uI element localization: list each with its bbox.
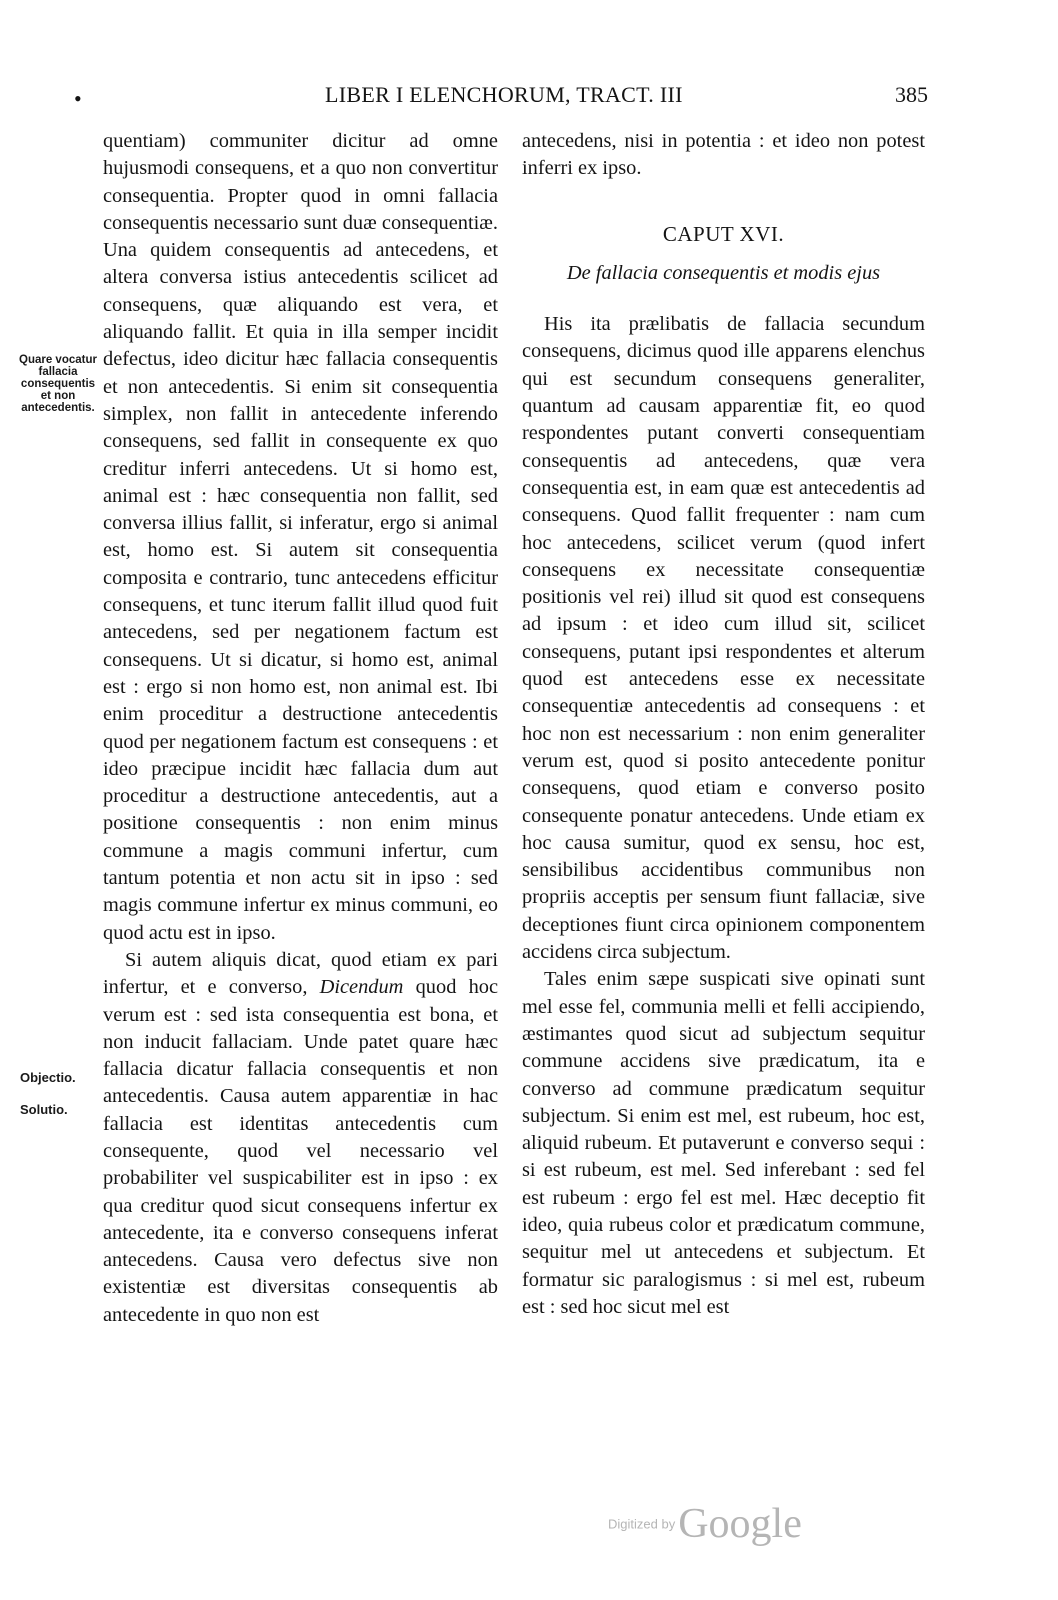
paragraph: antecedens, nisi in potentia : et ideo non potest inferri ex ipso. — [522, 130, 925, 180]
text-run: Si autem aliquis dicat, quod etiam ex pari infertur, et e converso, — [103, 948, 498, 999]
paragraph: Tales enim sæpe suspicati sive opinati sunt mel esse fel, communia melli et felli accipiendo, æstimantes quod sicut ad subjectum sequitur commune accidens sive prædicatum, ita e converso ad commune prædicatum sequitur subjectum. Si enim est mel, est rubeum, hoc est, aliquid rubeum. Et putaverunt e converso sequi : si est rubeum, est mel. Sed inferebant : sed fel est rubeum : ergo fel est mel. Hæc deceptio fit ideo, quia rubeus color et prædicatum commune, sequitur mel ut antecedens et subjectum. Et formatur sic paralogismus : si mel est, rubeum est : sed hoc sicut mel est — [522, 968, 925, 1318]
right-column — [522, 128, 925, 1321]
paragraph: His ita prælibatis de fallacia secundum consequens, dicimus quod ille apparens elenchus qui est secundum consequens generaliter, quantum ad causam apparentiæ fit, eo quod respondentes putant converti consequentiam consequentis ad antecedens, quæ vera consequentia est, in eam quæ est antecedentis ad consequens. Quod fallit frequenter : nam cum hoc antecedens, scilicet verum (quod infert consequens ex necessitate consequentiæ positionis vel rei) illud sit quod est consequens ad ipsum : et ideo cum illud sit, scilicet consequens, putant ipsi respondentes et alterum quod est antecedens esse ex necessitate consequentiæ antecedentis ad consequens : et hoc non est necessarium : non enim generaliter verum est, quod si posito antecedente ponitur consequens, quod etiam e converso posito consequente ponatur antecedens. Unde etiam ex hoc causa sumitur, quod ex sensu, hoc est, sensibilibus accidentibus communibus non propriis acceptis per sensum fiunt fallaciæ, sive deceptiones fiunt circa opinionem componentem accidens circa subjectum. — [522, 313, 925, 964]
google-logo: Google — [678, 1501, 802, 1547]
text-run: quod hoc verum est : sed ista consequentia est bona, et non inducit fallaciam. Unde patet quare hæc fallacia dicatur fallacia consequentis et non antecedentis. Causa autem apparentiæ in hac fallacia est identitas antecedentis cum consequente, quod vel necessario vel probabiliter vel suspicabiliter est in ipso : ex qua creditur quod sicut consequens infertur ex antecedente, ita e converso consequens inferat antecedens. Causa vero defectus sive non existentiæ est diversitas consequentis ab antecedente in quo non est — [103, 976, 499, 1326]
running-head — [0, 82, 1058, 116]
running-head-title: LIBER I ELENCHORUM, TRACT. III — [325, 82, 683, 107]
margin-note-solutio: Solutio. — [20, 1102, 68, 1117]
paragraph — [103, 947, 498, 1329]
margin-note-quare: Quare vocatur fallacia consequentis et non antecedentis. — [19, 354, 97, 414]
digitized-label: Digitized by — [608, 1516, 676, 1532]
left-column — [103, 128, 498, 1329]
margin-note-objectio: Objectio. — [20, 1070, 76, 1085]
italic-term: Dicendum — [319, 976, 404, 999]
chapter-subtitle: De fallacia consequentis et modis ejus — [566, 261, 881, 284]
paragraph: quentiam) communiter dicitur ad omne hujusmodi consequens, et a quo non convertitur consequentia. Propter quod in omni fallacia consequentis necessario sunt duæ consequentiæ. Una quidem consequentis ad antecedens, et altera conversa istius antecedentis scilicet ad consequens, quæ aliquando est vera, et aliquando fallit. Et quia in illa semper incidit defectus, ideo dicitur hæc fallacia consequentis et non antecedentis. Si enim sit consequentia simplex, non fallit in antecedente inferendo consequens, sed fallit in consequente ex quo creditur inferri antecedens. Ut si homo est, animal est : hæc consequentia non fallit, sed conversa illius fallit, si inferatur, ergo si animal est, homo est. Si autem sit consequentia composita e contrario, tunc antecedens efficitur consequens, et tunc iterum fallit illud quod fuit antecedens, sed per negationem factum est consequens. Ut si dicatur, si homo est, animal est : ergo si non homo est, non animal est. Ibi enim proceditur a destructione antecedentis quod per negationem factum est consequens : et ideo præcipue incidit hæc fallacia dum aut proceditur a destructione antecedentis, aut a positione consequentis : non enim minus commune a magis communi infertur, cum tantum potentia et non actu sit in ipso : sed magis commune infertur ex minus communi, eo quod actu est in ipso. — [103, 130, 498, 944]
chapter-title: CAPUT XVI. — [662, 221, 785, 246]
scan-dot: • — [74, 86, 82, 111]
digitized-by-google-watermark — [608, 1500, 802, 1550]
page-number: 385 — [895, 82, 928, 107]
